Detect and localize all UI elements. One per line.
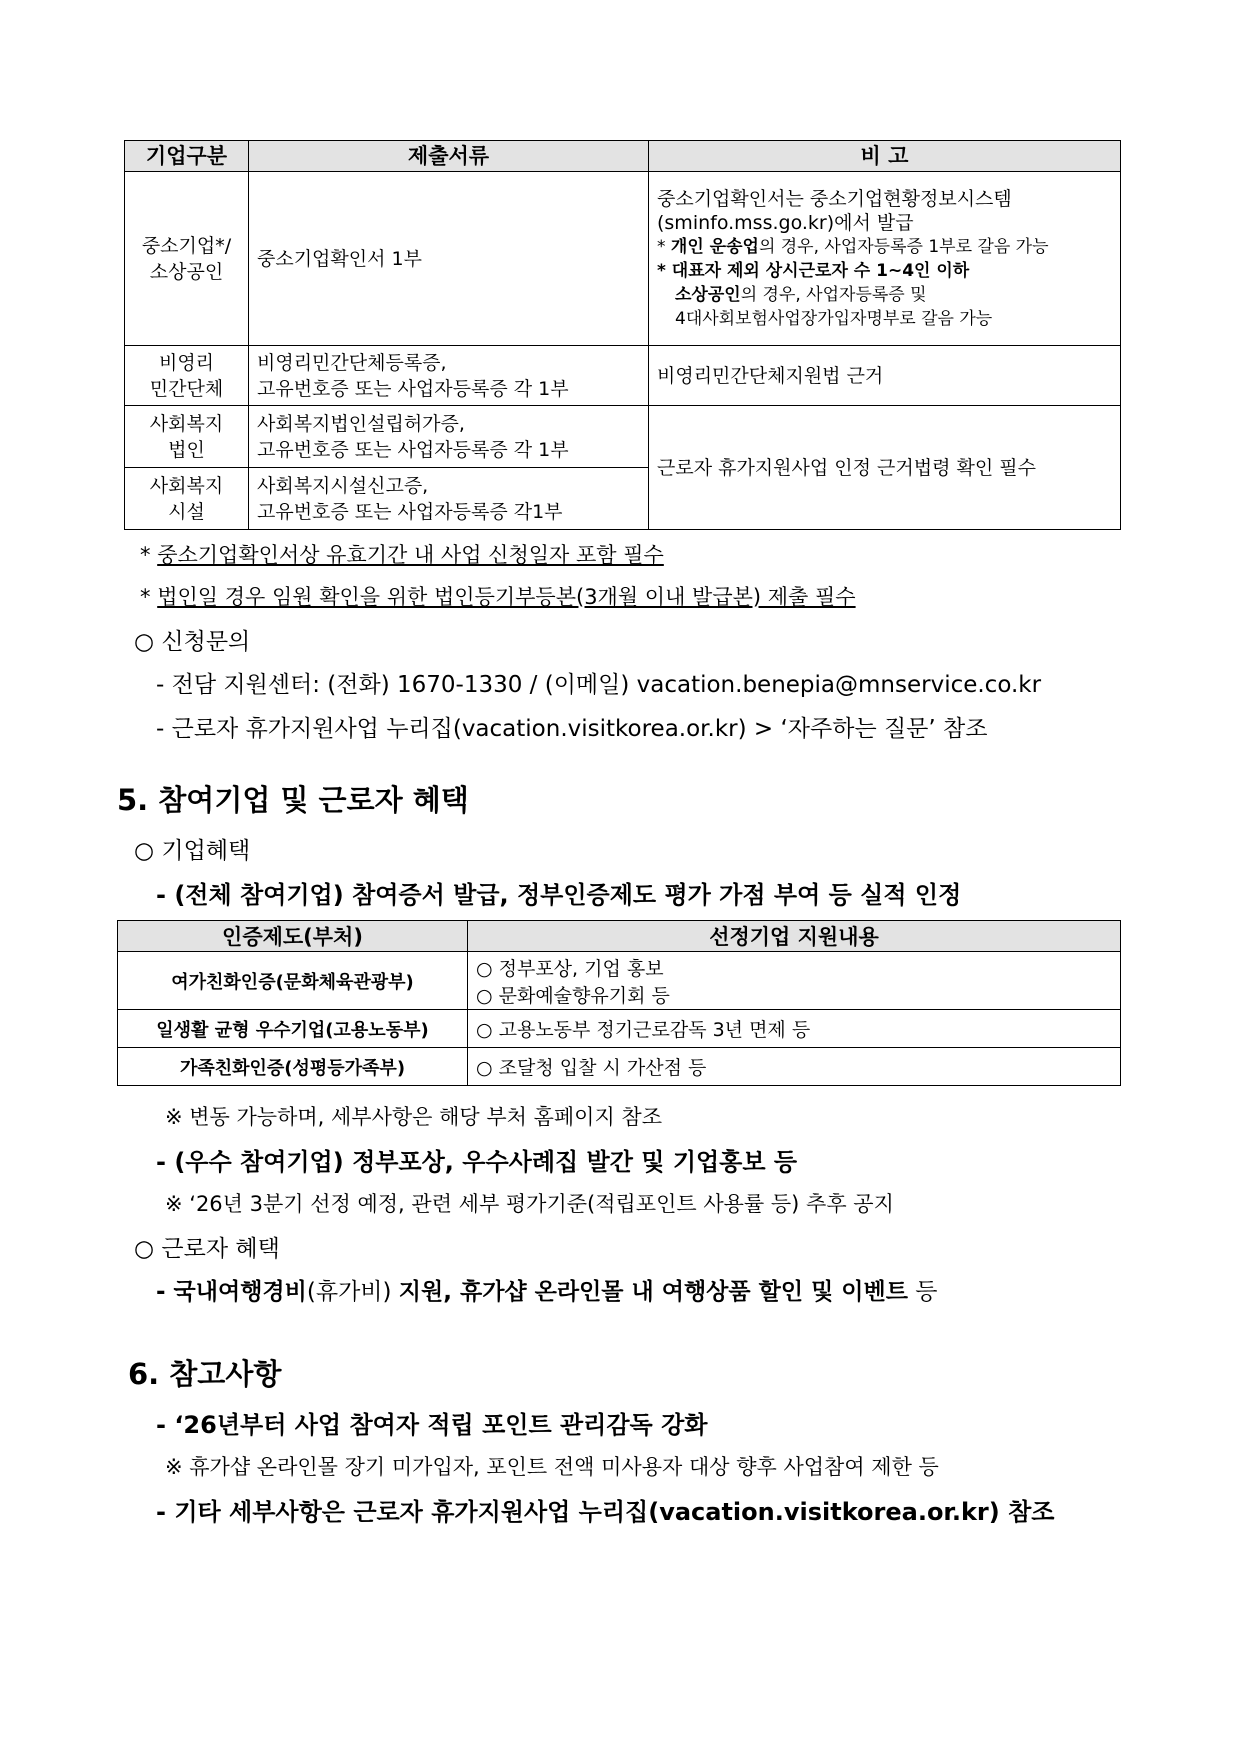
company-type-label: 법인 — [168, 438, 205, 461]
cert-name-cell: 일생활 균형 우수기업(고용노동부) — [118, 1010, 468, 1048]
table-header-row — [118, 921, 1121, 952]
note: ※ ‘26년 3분기 선정 예정, 관련 세부 평가기준(적립포인트 사용률 등) 추후 공지 — [165, 1192, 894, 1216]
company-type-cell — [125, 468, 249, 530]
cert-name-cell: 가족친화인증(성평등가족부) — [118, 1048, 468, 1086]
worker-benefit-line: - 국내여행경비(휴가비) 지원, 휴가샵 온라인몰 내 여행상품 할인 및 이벤트 등 — [156, 1279, 938, 1305]
excellent-company-line: - (우수 참여기업) 정부포상, 우수사례집 발간 및 기업홍보 등 — [156, 1148, 798, 1176]
reference-line: - ‘26년부터 사업 참여자 적립 포인트 관리감독 강화 — [156, 1411, 708, 1439]
company-type-label: 민간단체 — [149, 377, 224, 400]
remark-text: 소상공인의 경우, 사업자등록증 및 — [675, 284, 927, 305]
support-text: ○ 문화예술향유기회 등 — [476, 984, 670, 1007]
company-benefit-line: - (전체 참여기업) 참여증서 발급, 정부인증제도 평가 가점 부여 등 실적 인정 — [156, 881, 962, 909]
documents-cell — [249, 406, 649, 468]
documents-cell: 중소기업확인서 1부 — [249, 172, 649, 346]
company-type-cell — [125, 346, 249, 406]
header-cert-system: 인증제도(부처) — [118, 921, 468, 952]
cert-name-cell: 여가친화인증(문화체육관광부) — [118, 952, 468, 1010]
footnote: * 중소기업확인서상 유효기간 내 사업 신청일자 포함 필수 — [140, 543, 664, 567]
company-benefit-heading: ○ 기업혜택 — [134, 838, 251, 864]
note: ※ 변동 가능하며, 세부사항은 해당 부처 홈페이지 참조 — [165, 1105, 663, 1129]
remark-text: (sminfo.mss.go.kr)에서 발급 — [657, 211, 914, 234]
header-support: 선정기업 지원내용 — [468, 921, 1121, 952]
documents-cell — [249, 346, 649, 406]
submission-docs-table — [124, 140, 1121, 530]
documents-cell — [249, 468, 649, 530]
table-row — [118, 952, 1121, 1010]
remarks-cell — [649, 172, 1121, 346]
remark-text: 4대사회보험사업장가입자명부로 갈음 가능 — [675, 308, 993, 329]
document-text: 고유번호증 또는 사업자등록증 각 1부 — [257, 377, 569, 400]
remark-text: * 대표자 제외 상시근로자 수 1~4인 이하 — [657, 260, 970, 281]
footnote: * 법인일 경우 임원 확인을 위한 법인등기부등본(3개월 이내 발급본) 제출 필수 — [140, 585, 856, 609]
reference-line: - 기타 세부사항은 근로자 휴가지원사업 누리집(vacation.visitkorea.or.kr) 참조 — [156, 1498, 1055, 1526]
note: ※ 휴가샵 온라인몰 장기 미가입자, 포인트 전액 미사용자 대상 향후 사업참여 제한 등 — [165, 1455, 939, 1479]
company-type-label: 사회복지 — [149, 412, 224, 435]
company-type-label: 비영리 — [158, 351, 215, 374]
remark-text: * 개인 운송업의 경우, 사업자등록증 1부로 갈음 가능 — [657, 236, 1049, 257]
support-cell: ○ 조달청 입찰 시 가산점 등 — [468, 1048, 1121, 1086]
company-type-label: 소상공인 — [149, 260, 224, 283]
table-header-row — [125, 141, 1121, 172]
remarks-cell: 근로자 휴가지원사업 인정 근거법령 확인 필수 — [649, 406, 1121, 530]
support-text: ○ 정부포상, 기업 홍보 — [476, 957, 664, 980]
document-text: 사회복지법인설립허가증, — [257, 412, 465, 435]
table-row — [125, 406, 1121, 468]
company-type-cell — [125, 406, 249, 468]
document-text: 비영리민간단체등록증, — [257, 351, 447, 374]
section5-title: 5. 참여기업 및 근로자 혜택 — [117, 783, 469, 817]
document-text: 고유번호증 또는 사업자등록증 각1부 — [257, 500, 563, 523]
document-text: 고유번호증 또는 사업자등록증 각 1부 — [257, 438, 569, 461]
certification-table — [117, 920, 1121, 1086]
inquiry-website: - 근로자 휴가지원사업 누리집(vacation.visitkorea.or.kr) > ‘자주하는 질문’ 참조 — [156, 716, 988, 742]
header-company-type: 기업구분 — [125, 141, 249, 172]
inquiry-heading: ○ 신청문의 — [134, 629, 251, 655]
inquiry-contact: - 전담 지원센터: (전화) 1670-1330 / (이메일) vacation.benepia@mnservice.co.kr — [156, 672, 1042, 698]
company-type-label: 시설 — [168, 500, 205, 523]
support-cell: ○ 고용노동부 정기근로감독 3년 면제 등 — [468, 1010, 1121, 1048]
table-row — [118, 1048, 1121, 1086]
remarks-cell: 비영리민간단체지원법 근거 — [649, 346, 1121, 406]
company-type-cell — [125, 172, 249, 346]
table-row — [118, 1010, 1121, 1048]
table-row — [125, 172, 1121, 346]
worker-benefit-heading: ○ 근로자 혜택 — [134, 1236, 280, 1262]
support-cell — [468, 952, 1121, 1010]
section6-title: 6. 참고사항 — [128, 1357, 282, 1391]
document-text: 사회복지시설신고증, — [257, 474, 429, 497]
remark-text: 중소기업확인서는 중소기업현황정보시스템 — [657, 187, 1012, 210]
header-documents: 제출서류 — [249, 141, 649, 172]
header-remarks: 비 고 — [649, 141, 1121, 172]
company-type-label: 중소기업*/ — [141, 234, 232, 257]
table-row — [125, 346, 1121, 406]
company-type-label: 사회복지 — [149, 474, 224, 497]
